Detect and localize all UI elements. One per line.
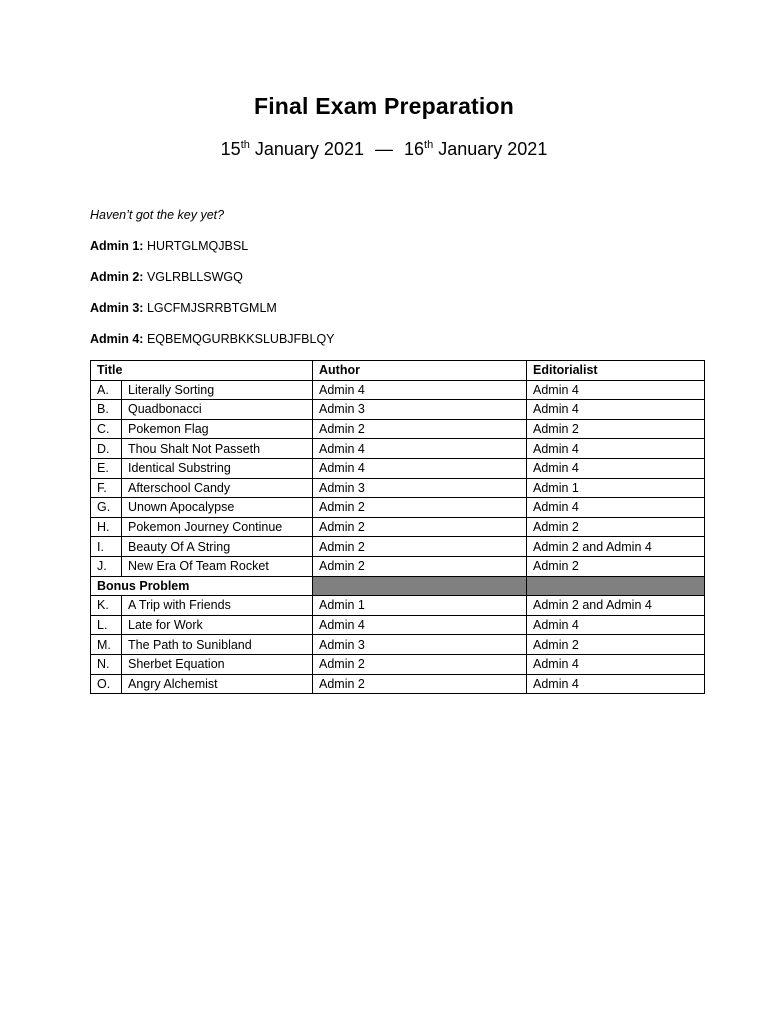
problem-author: Admin 2 (313, 498, 527, 518)
problem-title: Unown Apocalypse (122, 498, 313, 518)
problem-title: Afterschool Candy (122, 478, 313, 498)
problem-letter: L. (91, 615, 122, 635)
header-title: Title (91, 361, 313, 381)
problem-letter: I. (91, 537, 122, 557)
problem-editorialist: Admin 2 and Admin 4 (527, 596, 705, 616)
bonus-header-row (91, 576, 705, 596)
problem-editorialist: Admin 4 (527, 439, 705, 459)
problem-letter: G. (91, 498, 122, 518)
problem-letter: C. (91, 419, 122, 439)
problem-author: Admin 4 (313, 380, 527, 400)
problem-editorialist: Admin 2 and Admin 4 (527, 537, 705, 557)
admin-label: Admin 4: (90, 332, 144, 346)
problem-title: Sherbet Equation (122, 654, 313, 674)
problem-editorialist: Admin 1 (527, 478, 705, 498)
problem-editorialist: Admin 2 (527, 635, 705, 655)
table-row (91, 498, 705, 518)
admin-key: HURTGLMQJBSL (146, 239, 249, 253)
problem-author: Admin 4 (313, 615, 527, 635)
table-row (91, 635, 705, 655)
admin-label: Admin 1: (90, 239, 144, 253)
table-row (91, 517, 705, 537)
start-month-year: January 2021 (254, 139, 364, 159)
shaded-cell (313, 576, 527, 596)
table-row (91, 674, 705, 694)
problem-title: Pokemon Journey Continue (122, 517, 313, 537)
table-row (91, 380, 705, 400)
problem-author: Admin 4 (313, 458, 527, 478)
problem-author: Admin 2 (313, 419, 527, 439)
table-row (91, 556, 705, 576)
problem-editorialist: Admin 4 (527, 654, 705, 674)
problem-title: Literally Sorting (122, 380, 313, 400)
table-header-row (91, 361, 705, 381)
problem-author: Admin 2 (313, 537, 527, 557)
admin-label: Admin 2: (90, 270, 144, 284)
problem-letter: A. (91, 380, 122, 400)
admin-key-line (90, 239, 248, 253)
problem-letter: N. (91, 654, 122, 674)
problem-letter: F. (91, 478, 122, 498)
problem-author: Admin 2 (313, 517, 527, 537)
table-row (91, 596, 705, 616)
problem-title: Beauty Of A String (122, 537, 313, 557)
problem-author: Admin 4 (313, 439, 527, 459)
problem-author: Admin 2 (313, 654, 527, 674)
admin-key: VGLRBLLSWGQ (146, 270, 243, 284)
problem-editorialist: Admin 4 (527, 674, 705, 694)
problem-author: Admin 2 (313, 556, 527, 576)
admin-key-line (90, 301, 277, 315)
date-range (0, 139, 768, 160)
problem-editorialist: Admin 4 (527, 498, 705, 518)
problem-letter: J. (91, 556, 122, 576)
problem-author: Admin 3 (313, 478, 527, 498)
table-row (91, 419, 705, 439)
header-editorialist: Editorialist (527, 361, 705, 381)
admin-key: LGCFMJSRRBTGMLM (146, 301, 277, 315)
problem-letter: K. (91, 596, 122, 616)
table-row (91, 439, 705, 459)
header-author: Author (313, 361, 527, 381)
problem-letter: O. (91, 674, 122, 694)
start-day-suffix: th (240, 139, 250, 151)
problem-author: Admin 1 (313, 596, 527, 616)
problem-editorialist: Admin 4 (527, 615, 705, 635)
admin-label: Admin 3: (90, 301, 144, 315)
problem-title: Quadbonacci (122, 400, 313, 420)
table-row (91, 458, 705, 478)
end-day: 16 (404, 139, 425, 159)
problem-table (90, 360, 705, 694)
end-month-year: January 2021 (438, 139, 548, 159)
shaded-cell (527, 576, 705, 596)
start-day: 15 (220, 139, 241, 159)
table-row (91, 537, 705, 557)
problem-editorialist: Admin 4 (527, 458, 705, 478)
problem-editorialist: Admin 2 (527, 517, 705, 537)
problem-letter: D. (91, 439, 122, 459)
bonus-problem-label: Bonus Problem (91, 576, 313, 596)
problem-author: Admin 3 (313, 635, 527, 655)
problem-title: Angry Alchemist (122, 674, 313, 694)
problem-editorialist: Admin 4 (527, 400, 705, 420)
problem-title: The Path to Sunibland (122, 635, 313, 655)
problem-author: Admin 3 (313, 400, 527, 420)
date-separator: — (375, 139, 393, 159)
end-day-suffix: th (424, 139, 434, 151)
problem-letter: E. (91, 458, 122, 478)
problem-editorialist: Admin 4 (527, 380, 705, 400)
admin-key: EQBEMQGURBKKSLUBJFBLQY (146, 332, 335, 346)
problem-author: Admin 2 (313, 674, 527, 694)
problem-title: Pokemon Flag (122, 419, 313, 439)
admin-key-line (90, 270, 243, 284)
admin-key-line (90, 332, 335, 346)
problem-letter: H. (91, 517, 122, 537)
key-question: Haven’t got the key yet? (90, 208, 225, 222)
problem-title: Identical Substring (122, 458, 313, 478)
problem-title: Late for Work (122, 615, 313, 635)
problem-letter: B. (91, 400, 122, 420)
table-row (91, 615, 705, 635)
table-row (91, 654, 705, 674)
table-row (91, 478, 705, 498)
problem-editorialist: Admin 2 (527, 556, 705, 576)
problem-editorialist: Admin 2 (527, 419, 705, 439)
problem-title: A Trip with Friends (122, 596, 313, 616)
page-title: Final Exam Preparation (253, 93, 515, 119)
problem-letter: M. (91, 635, 122, 655)
problem-title: New Era Of Team Rocket (122, 556, 313, 576)
table-row (91, 400, 705, 420)
problem-title: Thou Shalt Not Passeth (122, 439, 313, 459)
